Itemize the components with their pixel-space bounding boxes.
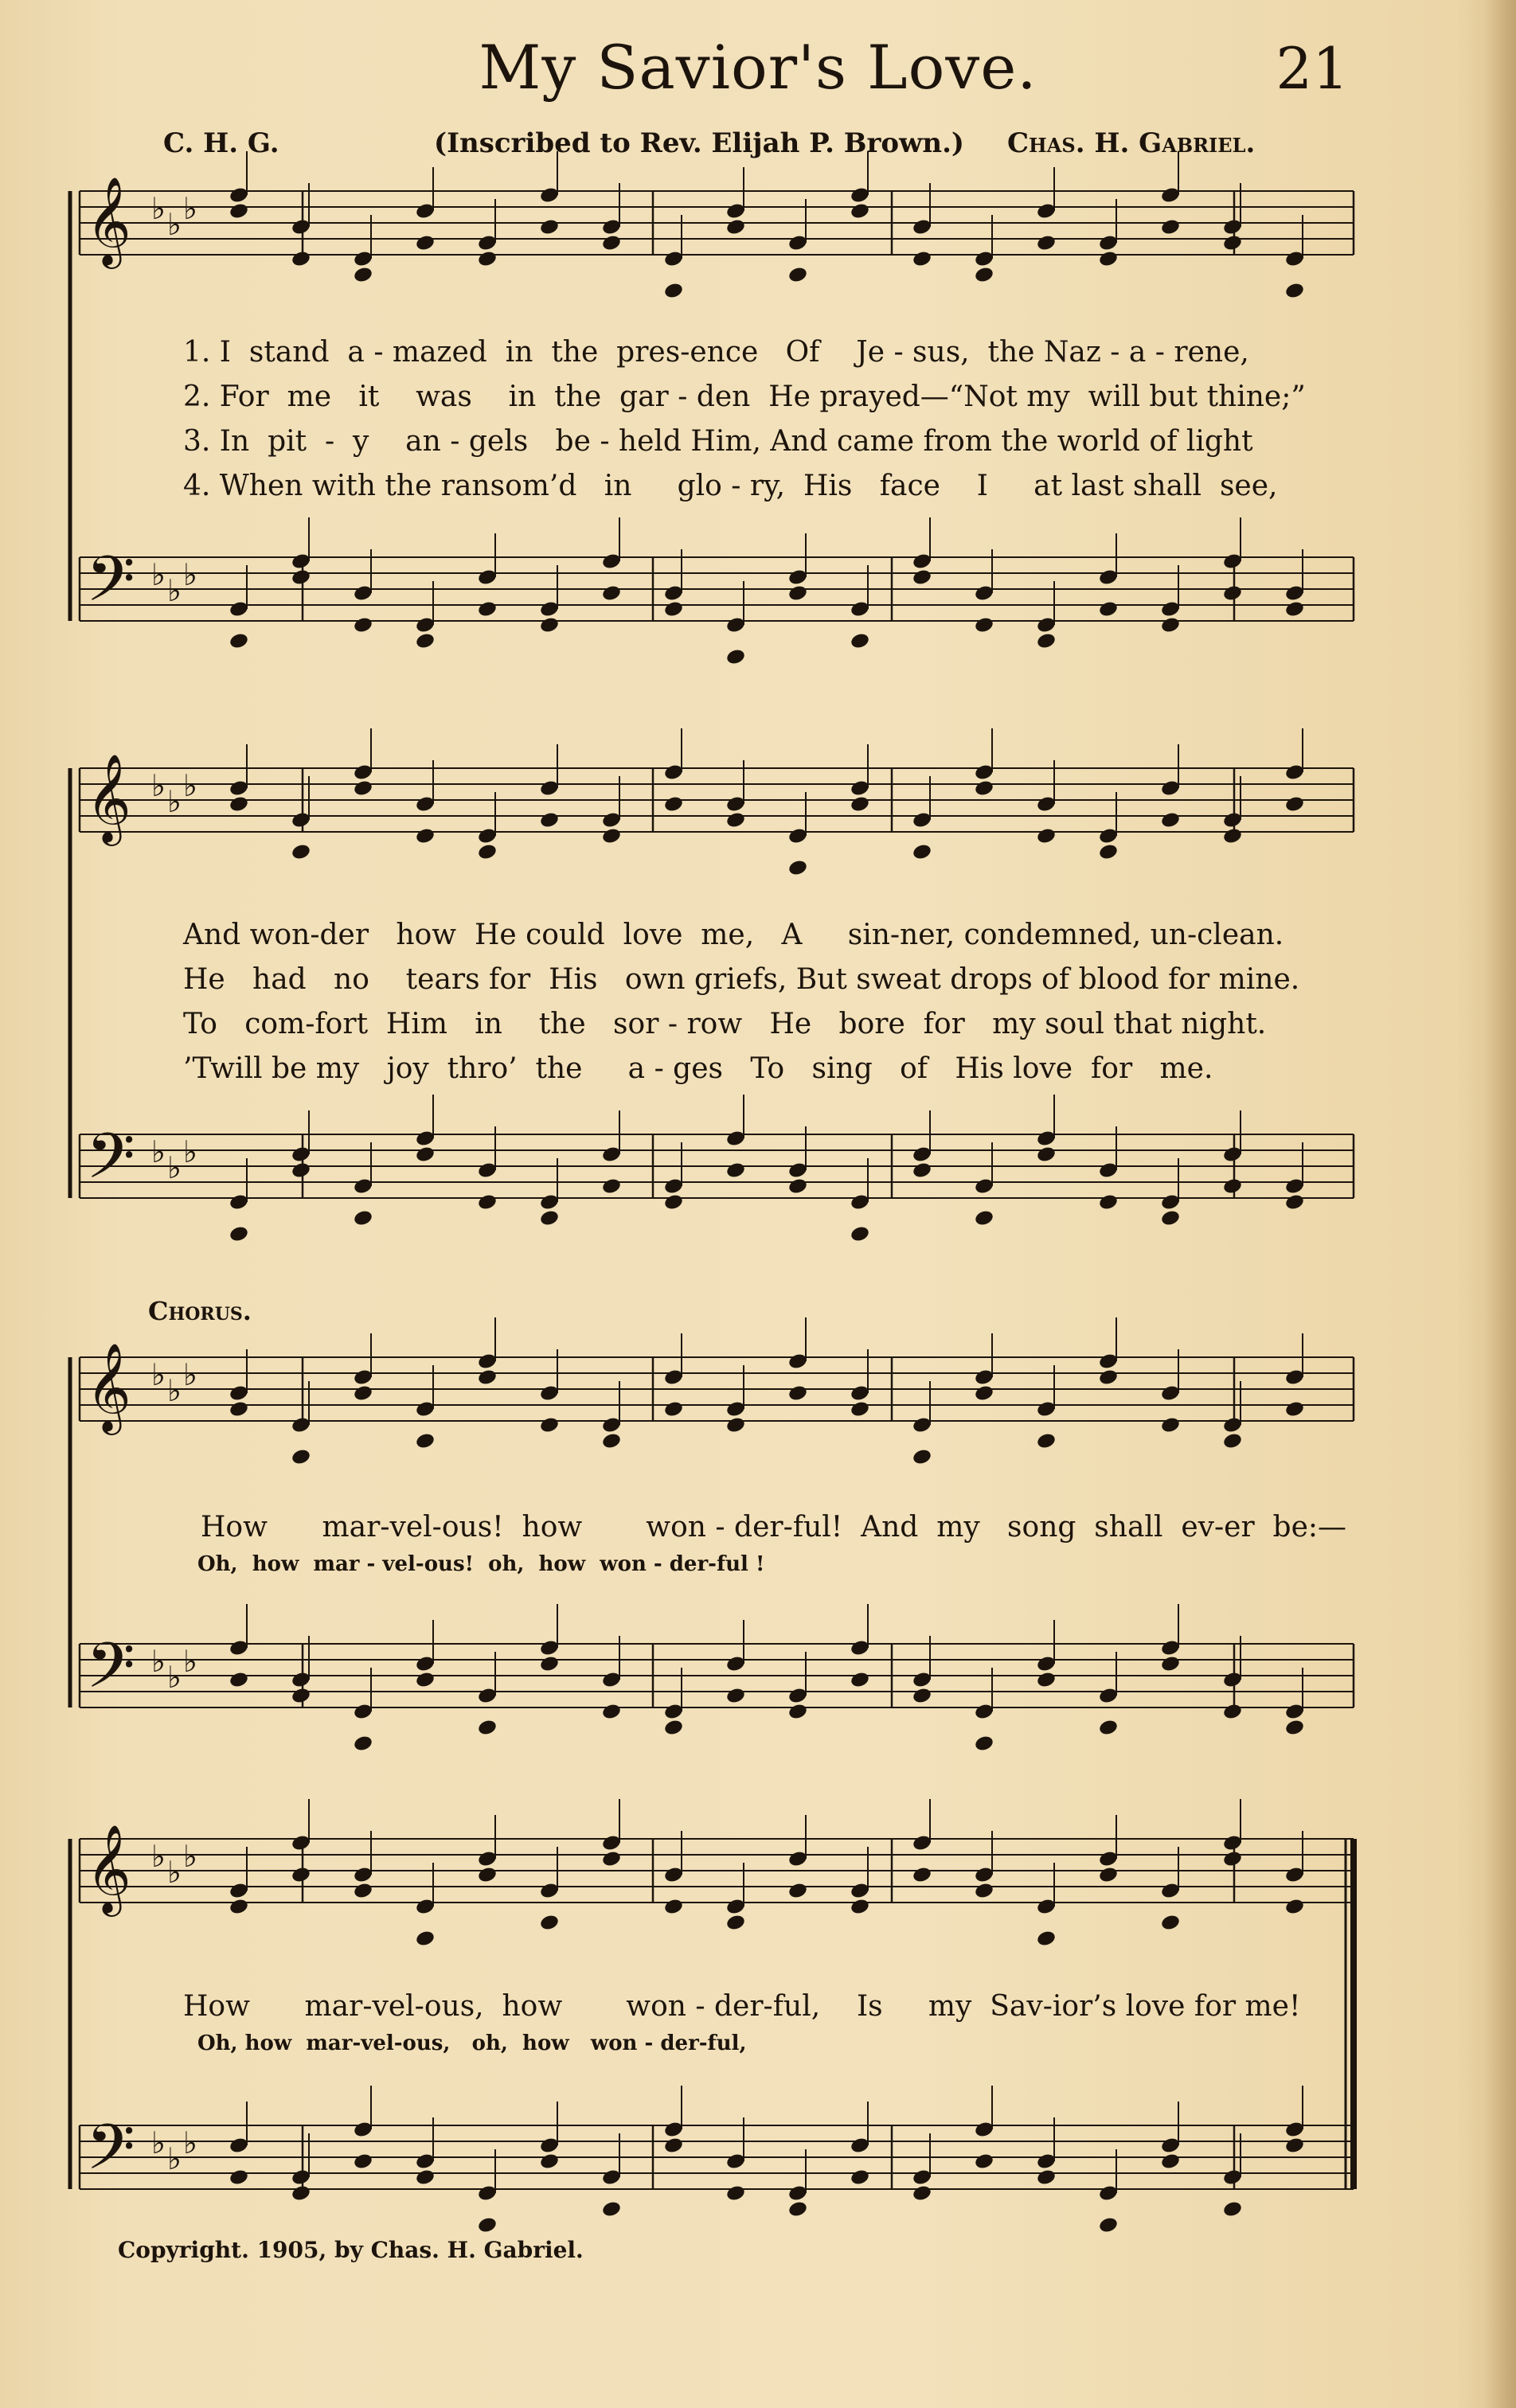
note-head	[850, 202, 870, 221]
note-head	[725, 648, 746, 666]
flat-sign: ♭	[167, 1150, 182, 1185]
flat-sign: ♭	[183, 768, 197, 803]
note-head	[539, 1209, 560, 1227]
clef-symbol: 𝄢	[86, 1119, 135, 1208]
flat-sign: ♭	[151, 768, 166, 803]
note-head	[415, 827, 436, 845]
note-head	[477, 1368, 498, 1387]
note-head	[663, 1193, 684, 1212]
note-head	[974, 616, 994, 634]
note-head	[415, 632, 436, 650]
note-head	[601, 2200, 622, 2219]
note-head	[725, 218, 746, 236]
flat-sign: ♭	[183, 1644, 197, 1679]
note-head	[787, 1384, 808, 1403]
chorus-label: Chorus.	[148, 1296, 252, 1326]
note-head	[725, 1914, 746, 1932]
flat-sign: ♭	[167, 207, 182, 242]
note-head	[1284, 282, 1305, 300]
note-head	[1284, 795, 1305, 814]
note-head	[1036, 234, 1057, 252]
note-head	[477, 1866, 498, 1884]
note-head	[1036, 2168, 1057, 2187]
note-head	[850, 2168, 870, 2187]
note-head	[1284, 1719, 1305, 1737]
verse-4-line-b: ’Twill be my joy thro’ the a - ges To sing of His love for me.	[183, 1052, 1213, 1085]
verse-1-line-a: 1. I stand a - mazed in the pres-ence Of Je - sus, the Naz - a - rene,	[183, 336, 1249, 369]
note-head	[353, 2152, 373, 2171]
note-head	[229, 1400, 249, 1419]
note-head	[229, 202, 249, 221]
note-head	[1160, 1416, 1181, 1434]
note-head	[725, 1416, 746, 1434]
note-head	[539, 2152, 560, 2171]
note-head	[229, 795, 249, 814]
flat-sign: ♭	[167, 1660, 182, 1695]
clef-symbol: 𝄢	[86, 2110, 135, 2199]
note-head	[1098, 1866, 1119, 1884]
note-head	[1098, 1719, 1119, 1737]
note-head	[353, 1882, 373, 1900]
note-head	[353, 616, 373, 634]
note-head	[1284, 600, 1305, 619]
flat-sign: ♭	[151, 1134, 166, 1169]
note-head	[850, 1400, 870, 1419]
note-head	[291, 2184, 311, 2203]
note-head	[1160, 1914, 1181, 1932]
note-head	[353, 1384, 373, 1403]
note-head	[601, 827, 622, 845]
note-head	[415, 1930, 436, 1948]
note-head	[974, 1384, 994, 1403]
note-head	[291, 1866, 311, 1884]
flat-sign: ♭	[167, 2141, 182, 2176]
note-head	[1160, 218, 1181, 236]
note-head	[539, 1914, 560, 1932]
note-head	[787, 2200, 808, 2219]
note-head	[974, 1735, 994, 1753]
note-head	[974, 2152, 994, 2171]
note-head	[787, 1177, 808, 1196]
note-head	[787, 859, 808, 877]
chorus-line-2: How mar-vel-ous, how won - der-ful, Is my Sav-ior’s love for me!	[183, 1990, 1301, 2023]
note-head	[539, 218, 560, 236]
note-head	[974, 1882, 994, 1900]
note-head	[663, 795, 684, 814]
note-head	[850, 1671, 870, 1689]
note-head	[229, 1671, 249, 1689]
note-head	[1160, 2152, 1181, 2171]
note-head	[663, 282, 684, 300]
chorus-line-1: How mar-vel-ous! how won - der-ful! And my song shall ev-er be:—	[201, 1511, 1347, 1544]
note-head	[725, 1687, 746, 1705]
page-number: 21	[1276, 35, 1349, 102]
note-head	[477, 2216, 498, 2234]
note-head	[725, 1161, 746, 1180]
note-head	[1222, 584, 1243, 603]
note-head	[1160, 811, 1181, 829]
note-head	[415, 234, 436, 252]
chorus-line-1-echo: Oh, how mar - vel-ous! oh, how won - der-ful !	[197, 1552, 765, 1576]
note-head	[477, 250, 498, 268]
note-head	[1222, 827, 1243, 845]
note-head	[539, 1416, 560, 1434]
note-head	[974, 266, 994, 284]
verse-2-line-a: 2. For me it was in the gar - den He prayed—“Not my will but thine;”	[183, 381, 1306, 413]
note-head	[1222, 2200, 1243, 2219]
note-head	[1284, 1898, 1305, 1916]
note-head	[787, 1882, 808, 1900]
clef-symbol: 𝄢	[86, 542, 135, 631]
note-head	[1098, 600, 1119, 619]
note-head	[601, 1850, 622, 1868]
note-head	[787, 266, 808, 284]
note-head	[663, 2137, 684, 2155]
note-head	[601, 584, 622, 603]
flat-sign: ♭	[151, 557, 166, 592]
note-head	[912, 1448, 932, 1466]
note-head	[912, 568, 932, 587]
note-head	[1222, 1703, 1243, 1721]
flat-sign: ♭	[167, 784, 182, 819]
note-head	[477, 600, 498, 619]
note-head	[415, 2168, 436, 2187]
note-head	[912, 1687, 932, 1705]
note-head	[1036, 1930, 1057, 1948]
note-head	[1222, 234, 1243, 252]
verse-2-line-b: He had no tears for His own griefs, But sweat drops of blood for mine.	[183, 963, 1300, 996]
copyright-notice: Copyright. 1905, by Chas. H. Gabriel.	[118, 2237, 584, 2263]
note-head	[1036, 827, 1057, 845]
flat-sign: ♭	[167, 1373, 182, 1408]
note-head	[1160, 616, 1181, 634]
hymn-title: My Savior's Love.	[479, 32, 1037, 103]
flat-sign: ♭	[151, 1839, 166, 1874]
note-head	[1098, 2216, 1119, 2234]
note-head	[974, 779, 994, 798]
note-head	[291, 843, 311, 861]
note-head	[1284, 1400, 1305, 1419]
note-head	[663, 1719, 684, 1737]
note-head	[539, 616, 560, 634]
note-head	[477, 843, 498, 861]
note-head	[539, 1655, 560, 1673]
note-head	[1098, 250, 1119, 268]
note-head	[291, 250, 311, 268]
verse-3-line-b: To com-fort Him in the sor - row He bore for my soul that night.	[183, 1008, 1267, 1040]
dedication: (Inscribed to Rev. Elijah P. Brown.)	[434, 127, 965, 159]
note-head	[291, 1161, 311, 1180]
note-head	[912, 1866, 932, 1884]
note-head	[912, 843, 932, 861]
clef-symbol: 𝄞	[86, 1824, 131, 1913]
note-head	[353, 1209, 373, 1227]
note-head	[1160, 1209, 1181, 1227]
verse-4-line-a: 4. When with the ransom’d in glo - ry, His face I at last shall see,	[183, 470, 1278, 502]
note-head	[353, 266, 373, 284]
note-head	[663, 600, 684, 619]
note-head	[291, 1448, 311, 1466]
author-initials: C. H. G.	[163, 127, 279, 159]
note-head	[353, 779, 373, 798]
note-head	[539, 811, 560, 829]
note-head	[974, 1209, 994, 1227]
flat-sign: ♭	[151, 1357, 166, 1392]
note-head	[663, 1898, 684, 1916]
note-head	[601, 1703, 622, 1721]
note-head	[1284, 1193, 1305, 1212]
note-head	[1098, 1193, 1119, 1212]
composer-credit: Chas. H. Gabriel.	[1007, 127, 1256, 159]
note-head	[415, 1671, 436, 1689]
note-head	[912, 1161, 932, 1180]
note-head	[1036, 1432, 1057, 1450]
flat-sign: ♭	[183, 557, 197, 592]
flat-sign: ♭	[183, 2125, 197, 2160]
chorus-line-2-echo: Oh, how mar-vel-ous, oh, how won - der-ful,	[197, 2031, 747, 2055]
note-head	[912, 250, 932, 268]
note-head	[291, 568, 311, 587]
note-head	[663, 1400, 684, 1419]
note-head	[1036, 1145, 1057, 1164]
note-head	[850, 795, 870, 814]
note-head	[477, 1719, 498, 1737]
note-head	[415, 1145, 436, 1164]
note-head	[1222, 1850, 1243, 1868]
flat-sign: ♭	[151, 1644, 166, 1679]
flat-sign: ♭	[183, 191, 197, 226]
note-head	[477, 1193, 498, 1212]
note-head	[229, 1898, 249, 1916]
note-head	[1222, 1432, 1243, 1450]
note-head	[725, 2184, 746, 2203]
clef-symbol: 𝄞	[86, 176, 131, 265]
clef-symbol: 𝄞	[86, 1342, 131, 1431]
verse-1-line-b: And won-der how He could love me, A sin-ner, condemned, un-clean.	[183, 919, 1284, 951]
note-head	[787, 584, 808, 603]
note-head	[229, 632, 249, 650]
note-head	[850, 1225, 870, 1243]
flat-sign: ♭	[167, 1855, 182, 1890]
note-head	[1284, 2137, 1305, 2155]
note-head	[229, 2168, 249, 2187]
note-head	[1036, 1671, 1057, 1689]
note-head	[1222, 1177, 1243, 1196]
flat-sign: ♭	[183, 1134, 197, 1169]
note-head	[601, 234, 622, 252]
note-head	[1160, 1655, 1181, 1673]
flat-sign: ♭	[151, 2125, 166, 2160]
verse-3-line-a: 3. In pit - y an - gels be - held Him, And came from the world of light	[183, 425, 1253, 458]
note-head	[850, 632, 870, 650]
flat-sign: ♭	[167, 573, 182, 608]
clef-symbol: 𝄢	[86, 1629, 135, 1718]
note-head	[415, 1432, 436, 1450]
note-head	[912, 2184, 932, 2203]
note-head	[850, 1898, 870, 1916]
clef-symbol: 𝄞	[86, 753, 131, 842]
note-head	[601, 1432, 622, 1450]
note-head	[291, 1687, 311, 1705]
note-head	[229, 1225, 249, 1243]
note-head	[725, 811, 746, 829]
note-head	[787, 1703, 808, 1721]
flat-sign: ♭	[183, 1357, 197, 1392]
flat-sign: ♭	[183, 1839, 197, 1874]
note-head	[1036, 632, 1057, 650]
note-head	[353, 1735, 373, 1753]
flat-sign: ♭	[151, 191, 166, 226]
note-head	[1098, 843, 1119, 861]
note-head	[1098, 1368, 1119, 1387]
note-head	[601, 1177, 622, 1196]
